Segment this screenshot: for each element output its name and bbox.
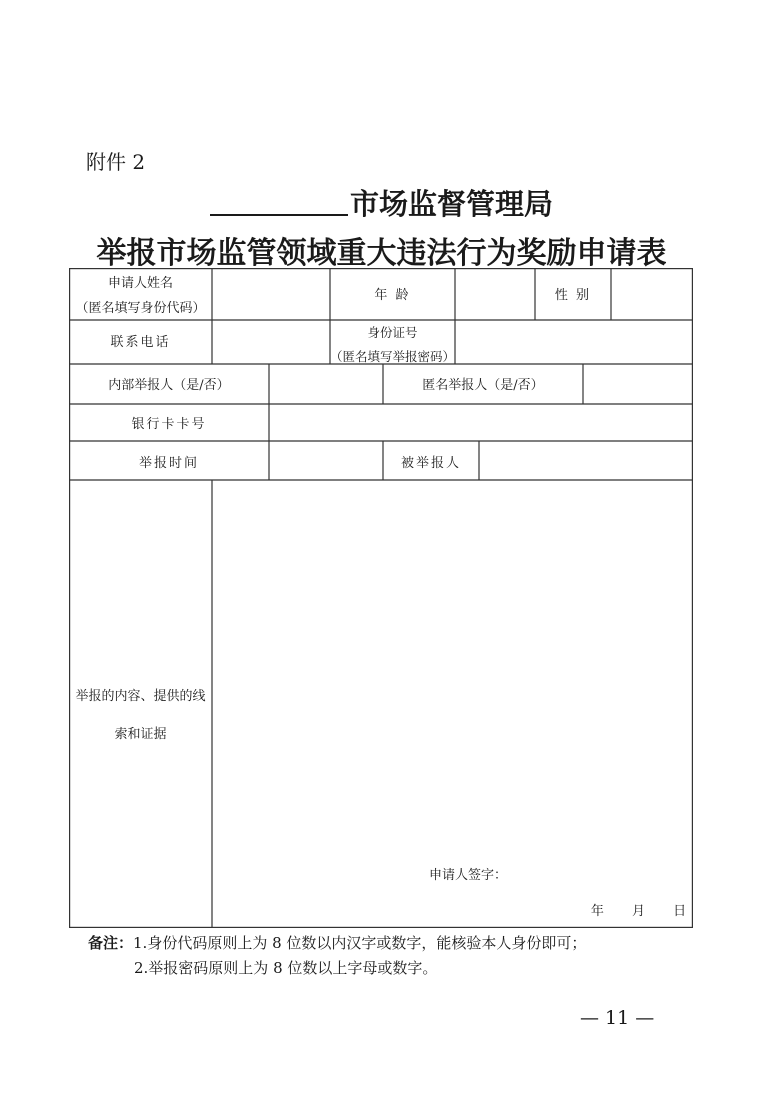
anonymous-reporter-input[interactable] [583,364,693,404]
id-number-hint: （匿名填写举报密码） [330,348,456,364]
application-form-table [69,268,693,928]
id-number-cell [330,321,455,369]
id-number-input[interactable] [455,320,693,364]
report-time-input[interactable] [269,441,383,480]
attachment-label: 附件 2 [86,150,146,174]
signature-field[interactable] [521,862,641,886]
phone-label: 联系电话 [110,335,171,350]
applicant-name-label: 申请人姓名 [107,276,173,291]
age-input[interactable] [455,268,535,320]
form-title: 举报市场监管领域重大违法行为奖励申请表 [96,236,667,271]
notes-label: 备注： [88,934,134,952]
applicant-name-cell [69,272,212,321]
id-number-label: 身份证号 [367,325,418,340]
note-line-2: 2.举报密码原则上为 8 位数以上字母或数字。 [134,959,438,977]
date-label: 年 月 日 [590,904,688,919]
applicant-name-input[interactable] [212,268,330,320]
bureau-name-blank[interactable] [210,184,348,216]
bureau-title [0,182,763,223]
age-label: 年 龄 [374,288,411,303]
content-label-line2: 索和证据 [114,727,167,742]
reported-party-input[interactable] [479,441,693,480]
bank-card-label: 银行卡卡号 [131,417,207,432]
content-label-line1: 举报的内容、提供的线 [75,689,206,704]
phone-input[interactable] [212,320,330,364]
gender-label: 性 别 [554,288,592,303]
page-number: — 11 — [580,1007,655,1029]
gender-input[interactable] [611,268,693,320]
note-text-1: 1.身份代码原则上为 8 位数以内汉字或数字，能核验本人身份即可； [133,934,587,952]
internal-reporter-input[interactable] [269,364,383,404]
content-textarea[interactable] [212,480,693,860]
anonymous-reporter-label: 匿名举报人（是/否） [422,378,544,393]
report-time-label: 举报时间 [138,456,199,471]
content-label [69,678,212,754]
applicant-name-hint: （匿名填写身份代码） [75,300,206,316]
signature-label: 申请人签字： [429,868,508,883]
bank-card-input[interactable] [269,404,693,441]
reported-party-label: 被举报人 [400,456,461,471]
internal-reporter-label: 内部举报人（是/否） [108,378,230,393]
note-line-1 [88,931,586,956]
notes [88,931,586,981]
bureau-suffix: 市场监督管理局 [349,187,553,221]
